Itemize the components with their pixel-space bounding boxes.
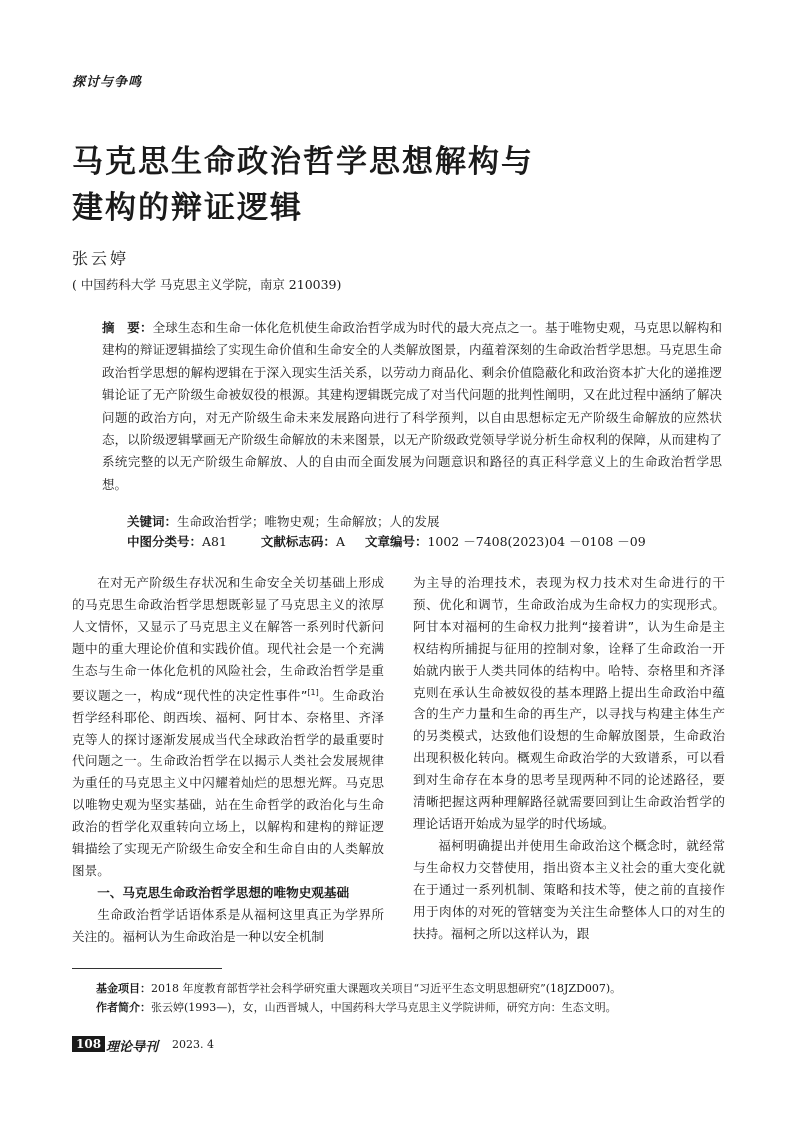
- citation-ref: [1]: [307, 687, 319, 697]
- body-paragraph: 在对无产阶级生存状况和生命安全关切基础上形成的马克思生命政治哲学思想既彰显了马克思主义的浓厚人文情怀，又显示了马克思主义在解答一系列时代新问题中的重大理论价值和实践价值。现代社会是一个充满生态与生命一体化危机的风险社会，生命政治哲学是重要议题之一，构成“现代性的决定性事件”[1]。生命政治哲学经科耶伦、朗西埃、福柯、阿甘本、奈格里、齐泽克等人的探讨逐渐发展成当代全球政治哲学的最重要时代问题之一。生命政治哲学在以揭示人类社会发展规律为重任的马克思主义中闪耀着灿烂的思想光辉。马克思以唯物史观为坚实基础，站在生命哲学的政治化与生命政治的哲学化双重转向立场上，以解构和建构的辩证逻辑描绘了实现无产阶级生命安全和生命自由的人类解放图景。: [72, 575, 384, 878]
- abstract: [102, 317, 722, 496]
- body-column-right: [413, 572, 725, 944]
- article-number-label: 文章编号：: [364, 534, 428, 549]
- fund-text: 2018 年度教育部哲学社会科学研究重大课题攻关项目“习近平生态文明思想研究”(18JZD007)。: [151, 982, 622, 995]
- journal-issue: 2023. 4: [172, 1038, 214, 1051]
- clc-label: 中图分类号：: [127, 534, 203, 549]
- article-title-line2: 建构的辩证逻辑: [72, 190, 303, 226]
- body-column-left: [72, 572, 384, 948]
- footnote-divider: [72, 968, 222, 969]
- journal-name: 理论导刊: [106, 1040, 159, 1055]
- fund-label: 基金项目：: [96, 982, 151, 995]
- footnote-author: [96, 1000, 736, 1016]
- section-heading: 一、马克思生命政治哲学思想的唯物史观基础: [97, 884, 350, 900]
- author-name: 张云婷: [72, 249, 130, 268]
- doc-code-label: 文献标志码：: [260, 534, 336, 549]
- body-paragraph: 福柯明确提出并使用生命政治这个概念时，就经常与生命权力交替使用，指出资本主义社会的重大变化就在于通过一系列机制、策略和技术等，使之前的直接作用于肉体的对死的管辖变为关注生命整体人口的对生的扶持。福柯之所以这样认为，跟: [413, 837, 725, 941]
- body-paragraph: 为主导的治理技术，表现为权力技术对生命进行的干预、优化和调节，生命政治成为生命权力的实现形式。阿甘本对福柯的生命权力批判“接着讲”，认为生命是主权结构所捕捉与征用的控制对象，诠释了生命政治一开始就内嵌于人类共同体的结构中。哈特、奈格里和齐泽克则在承认生命被奴役的基本理路上提出生命政治中蕴含的生产力量和生命的再生产，以寻找与构建主体生产的另类模式，达致他们设想的生命解放图景，生命政治出现积极化转向。概观生命政治学的大致谱系，可以看到对生命存在本身的思考呈现两种不同的论述路径，要清晰把握这两种理解路径就需要回到让生命政治哲学的理论话语开始成为显学的时代场域。: [413, 575, 725, 831]
- keywords-label: 关键词：: [127, 514, 178, 529]
- article-number-value: 1002 －7408(2023)04 －0108 －09: [427, 534, 646, 549]
- column-label: 探讨与争鸣: [72, 75, 143, 90]
- classification-line: [127, 532, 646, 550]
- keywords: [127, 512, 440, 530]
- clc-value: A81: [202, 534, 227, 549]
- doc-code-value: A: [335, 534, 345, 549]
- page-number: 108: [72, 1036, 105, 1052]
- author-bio-label: 作者简介：: [96, 1001, 151, 1014]
- abstract-text: 全球生态和生命一体化危机使生命政治哲学成为时代的最大亮点之一。基于唯物史观，马克思以解构和建构的辩证逻辑描绘了实现生命价值和生命安全的人类解放图景，内蕴着深刻的生命政治哲学思想。马克思生命政治哲学思想的解构逻辑在于深入现实生活关系，以劳动力商品化、剩余价值隐蔽化和政治资本扩大化的递推逻辑论证了无产阶级生命被奴役的根源。其建构逻辑既完成了对当代问题的批判性阐明，又在此过程中涵纳了解决问题的政治方向，对无产阶级生命未来发展路向进行了科学预判，以自由思想标定无产阶级生命解放的应然状态，以阶级逻辑擘画无产阶级生命解放的未来图景，以无产阶级政党领导学说分析生命权利的保障，从而建构了系统完整的以无产阶级生命解放、人的自由而全面发展为问题意识和路径的真正科学意义上的生命政治哲学思想。: [102, 320, 722, 492]
- footnote-fund: [96, 981, 736, 997]
- article-title-line1: 马克思生命政治哲学思想解构与: [72, 144, 534, 180]
- author-affiliation: ( 中国药科大学 马克思主义学院，南京 210039): [72, 277, 342, 292]
- keywords-text: 生命政治哲学；唯物史观；生命解放；人的发展: [177, 514, 440, 529]
- author-bio-text: 张云婷(1993—)，女，山西晋城人，中国药科大学马克思主义学院讲师，研究方向：生态文明。: [151, 1001, 617, 1014]
- body-paragraph: 生命政治哲学话语体系是从福柯这里真正为学界所关注的。福柯认为生命政治是一种以安全机制: [72, 906, 384, 944]
- abstract-label: 摘 要：: [102, 320, 153, 335]
